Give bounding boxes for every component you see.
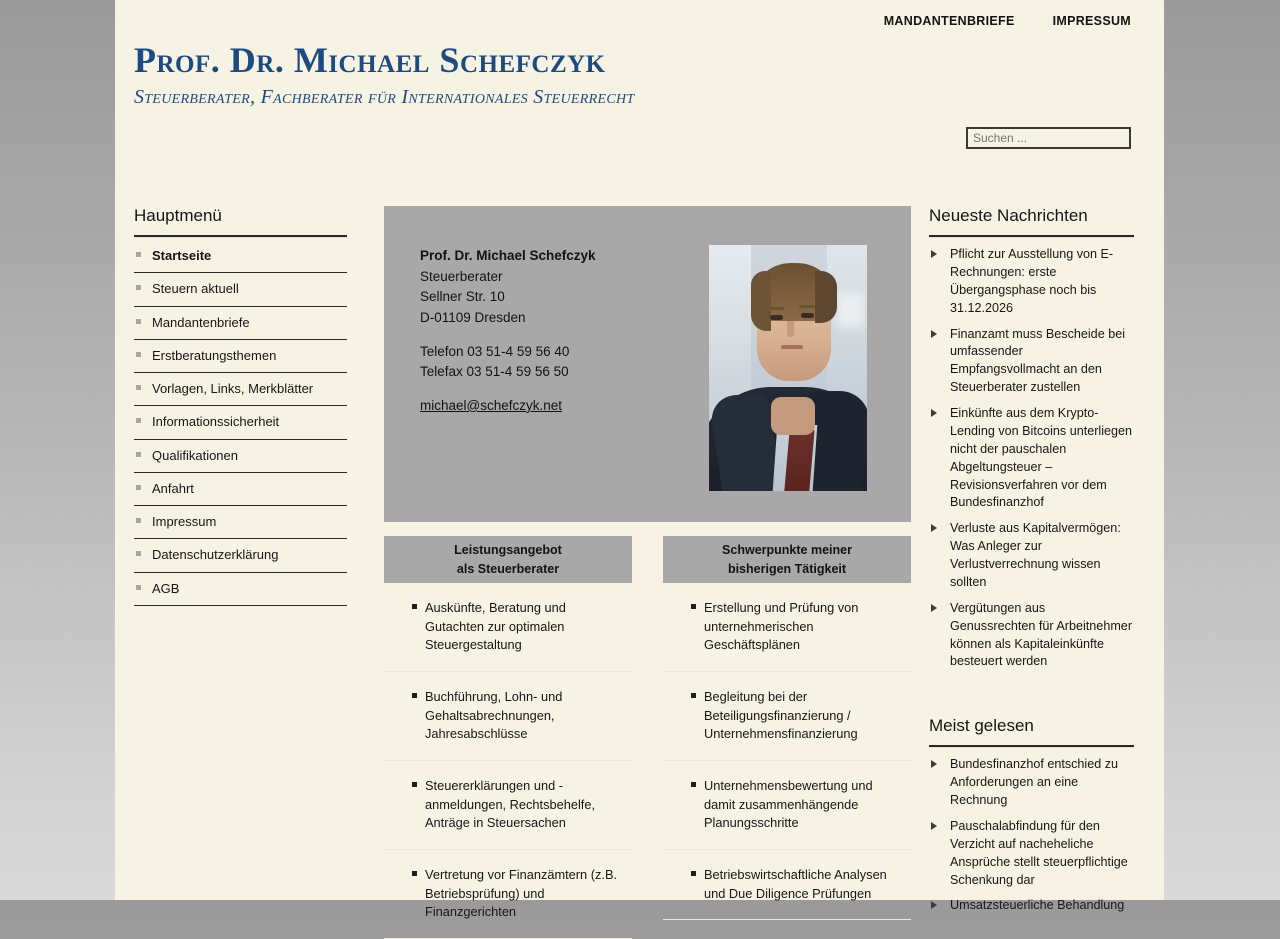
news-heading-rule	[929, 235, 1134, 238]
contact-phone: Telefon 03 51-4 59 56 40	[420, 343, 570, 359]
sidebar-item-informationssicherheit[interactable]	[134, 406, 347, 439]
news-item-text: Pflicht zur Ausstellung von E-Rechnungen: erste Übergangsphase noch bis 31.12.2026	[950, 247, 1114, 315]
contact-panel	[384, 206, 911, 522]
square-bullet-icon	[136, 485, 141, 490]
sidebar-heading: Hauptmenü	[134, 206, 222, 225]
list-item-text: Erstellung und Prüfung von unternehmerischen Geschäftsplänen	[704, 600, 859, 653]
sidebar-item-steuern-aktuell[interactable]	[134, 273, 347, 306]
main-content	[384, 206, 911, 939]
page-content-area	[115, 0, 1164, 920]
sidebar	[134, 206, 347, 606]
focus-heading-line2: bisherigen Tätigkeit	[727, 561, 847, 576]
sidebar-item-erstberatungsthemen[interactable]	[134, 340, 347, 373]
sidebar-item-label: Mandantenbriefe	[152, 314, 250, 330]
sidebar-item-impressum[interactable]	[134, 506, 347, 539]
news-item[interactable]	[929, 600, 1134, 680]
services-list	[384, 583, 632, 939]
contact-city: D-01109 Dresden	[420, 309, 526, 325]
sidebar-item-qualifikationen[interactable]	[134, 440, 347, 473]
hair-side-left	[751, 271, 771, 331]
services-heading-line1: Leistungsangebot	[454, 543, 562, 558]
sidebar-item-startseite[interactable]	[134, 240, 347, 273]
sidebar-item-label: Vorlagen, Links, Merkblätter	[152, 381, 314, 396]
square-bullet-icon	[136, 252, 141, 257]
sidebar-item-label: AGB	[152, 580, 180, 596]
services-heading-line2: als Steuerberater	[456, 561, 560, 576]
triangle-bullet-icon	[931, 604, 937, 612]
list-item-text: Steuererklärungen und -anmeldungen, Rechtsbehelfe, Anträge in Steuersachen	[425, 778, 596, 831]
spacer	[929, 679, 1134, 716]
spacer	[420, 329, 596, 342]
sidebar-item-agb[interactable]	[134, 573, 347, 606]
news-item-text: Vergütungen aus Genussrechten für Arbeitnehmer können als Kapitaleinkünfte besteuert werden	[950, 600, 1133, 669]
hair-side-right	[815, 271, 837, 323]
square-bullet-icon	[136, 319, 141, 324]
news-list	[929, 246, 1134, 679]
sidebar-item-label: Informationssicherheit	[152, 414, 280, 430]
focus-heading	[663, 536, 911, 583]
focus-heading-line1: Schwerpunkte meiner	[722, 543, 852, 558]
topnav-link-impressum[interactable]: IMPRESSUM	[1052, 14, 1131, 28]
sidebar-item-label: Erstberatungsthemen	[152, 347, 277, 363]
square-bullet-icon	[691, 782, 696, 787]
topnav-link-mandantenbriefe[interactable]: MANDANTENBRIEFE	[883, 14, 1015, 28]
square-bullet-icon	[136, 418, 141, 423]
list-item-text: Vertretung vor Finanzämtern (z.B. Betriebsprüfung) und Finanzgerichten	[425, 867, 618, 920]
list-item	[384, 761, 632, 850]
focus-list	[663, 583, 911, 920]
sidebar-item-label: Datenschutzerklärung	[152, 547, 279, 563]
most-read-item-text: Pauschalabfindung für den Verzicht auf nacheheliche Ansprüche stellt steuerpflichtige Schenkung dar	[950, 818, 1128, 887]
eyebrow-right	[799, 305, 815, 308]
news-item[interactable]	[929, 326, 1134, 406]
sidebar-item-label: Impressum	[152, 514, 217, 529]
contact-name: Prof. Dr. Michael Schefczyk	[420, 248, 596, 263]
sidebar-item-mandantenbriefe[interactable]	[134, 307, 347, 340]
list-item	[384, 850, 632, 939]
most-read-item-text: Bundesfinanzhof entschied zu Anforderungen an eine Rechnung	[950, 757, 1119, 807]
list-item	[384, 583, 632, 672]
sidebar-heading-rule	[134, 235, 347, 238]
news-item[interactable]	[929, 246, 1134, 326]
square-bullet-icon	[136, 385, 141, 390]
spacer	[420, 383, 596, 396]
news-item-text: Finanzamt muss Bescheide bei umfassender Empfangsvollmacht an den Steuerberater zustellen	[950, 326, 1125, 395]
most-read-heading-rule	[929, 745, 1134, 748]
contact-street: Sellner Str. 10	[420, 289, 505, 305]
contact-role: Steuerberater	[420, 268, 503, 284]
news-item[interactable]	[929, 405, 1134, 520]
list-item-text: Buchführung, Lohn- und Gehaltsabrechnungen, Jahresabschlüsse	[425, 689, 563, 742]
square-bullet-icon	[136, 551, 141, 556]
search-input[interactable]	[966, 127, 1131, 149]
services-heading	[384, 536, 632, 583]
triangle-bullet-icon	[931, 330, 937, 338]
list-item	[663, 583, 911, 672]
list-item	[663, 850, 911, 920]
square-bullet-icon	[412, 782, 417, 787]
sidebar-item-label: Startseite	[152, 248, 212, 263]
list-item-text: Auskünfte, Beratung und Gutachten zur optimalen Steuergestaltung	[425, 600, 566, 653]
content-columns	[384, 536, 911, 939]
triangle-bullet-icon	[931, 760, 937, 768]
contact-fax: Telefax 03 51-4 59 56 50	[420, 364, 569, 380]
square-bullet-icon	[691, 871, 696, 876]
sidebar-item-label: Steuern aktuell	[152, 281, 239, 297]
sidebar-item-label: Anfahrt	[152, 480, 194, 496]
sidebar-menu	[134, 240, 347, 606]
list-item	[384, 672, 632, 761]
most-read-item[interactable]	[929, 756, 1134, 818]
list-item-text: Unternehmensbewertung und damit zusammenhängende Planungsschritte	[704, 778, 873, 831]
site-header	[134, 42, 634, 108]
eye-left	[770, 315, 783, 320]
news-item-text: Einkünfte aus dem Krypto-Lending von Bitcoins unterliegen nicht der pauschalen Abgeltungsteuer – Revisionsverfahren vor dem Bundesfinanzhof	[950, 406, 1133, 510]
portrait-photo	[709, 245, 867, 491]
sidebar-item-vorlagen-links-merkblaetter[interactable]	[134, 373, 347, 406]
square-bullet-icon	[136, 285, 141, 290]
news-heading: Neueste Nachrichten	[929, 206, 1088, 225]
news-item[interactable]	[929, 520, 1134, 600]
photo-background-highlight	[837, 293, 863, 327]
most-read-item[interactable]	[929, 818, 1134, 898]
square-bullet-icon	[412, 871, 417, 876]
triangle-bullet-icon	[931, 901, 937, 909]
contact-email-link[interactable]: michael@schefczyk.net	[420, 397, 563, 413]
most-read-heading: Meist gelesen	[929, 716, 1034, 736]
triangle-bullet-icon	[931, 409, 937, 417]
square-bullet-icon	[136, 452, 141, 457]
eye-right	[801, 313, 814, 318]
list-item	[663, 761, 911, 850]
neck-shape	[771, 397, 815, 435]
most-read-list	[929, 756, 1134, 923]
site-title: Prof. Dr. Michael Schefczyk	[134, 40, 606, 80]
square-bullet-icon	[412, 604, 417, 609]
news-sidebar	[929, 206, 1134, 923]
square-bullet-icon	[412, 693, 417, 698]
triangle-bullet-icon	[931, 822, 937, 830]
list-item	[663, 672, 911, 761]
sidebar-item-anfahrt[interactable]	[134, 473, 347, 506]
most-read-item-text: Umsatzsteuerliche Behandlung	[950, 898, 1125, 913]
most-read-item[interactable]	[929, 897, 1134, 923]
contact-details	[420, 246, 596, 416]
site-subtitle: Steuerberater, Fachberater für Internationales Steuerrecht	[134, 85, 635, 108]
services-column	[384, 536, 632, 939]
triangle-bullet-icon	[931, 250, 937, 258]
search-box	[966, 127, 1131, 149]
square-bullet-icon	[691, 604, 696, 609]
top-navigation	[884, 14, 1131, 28]
mouth-shape	[781, 345, 803, 349]
list-item-text: Begleitung bei der Beteiligungsfinanzierung / Unternehmensfinanzierung	[704, 689, 858, 742]
sidebar-item-label: Qualifikationen	[152, 447, 238, 463]
focus-column	[663, 536, 911, 939]
sidebar-item-datenschutzerklaerung[interactable]	[134, 539, 347, 572]
news-item-text: Verluste aus Kapitalvermögen: Was Anleger zur Verlustverrechnung wissen sollten	[950, 521, 1121, 589]
list-item-text: Betriebswirtschaftliche Analysen und Due Diligence Prüfungen	[704, 867, 887, 901]
nose-shape	[787, 321, 794, 337]
square-bullet-icon	[136, 585, 141, 590]
square-bullet-icon	[136, 518, 141, 523]
triangle-bullet-icon	[931, 524, 937, 532]
square-bullet-icon	[691, 693, 696, 698]
square-bullet-icon	[136, 352, 141, 357]
eyebrow-left	[768, 307, 784, 310]
